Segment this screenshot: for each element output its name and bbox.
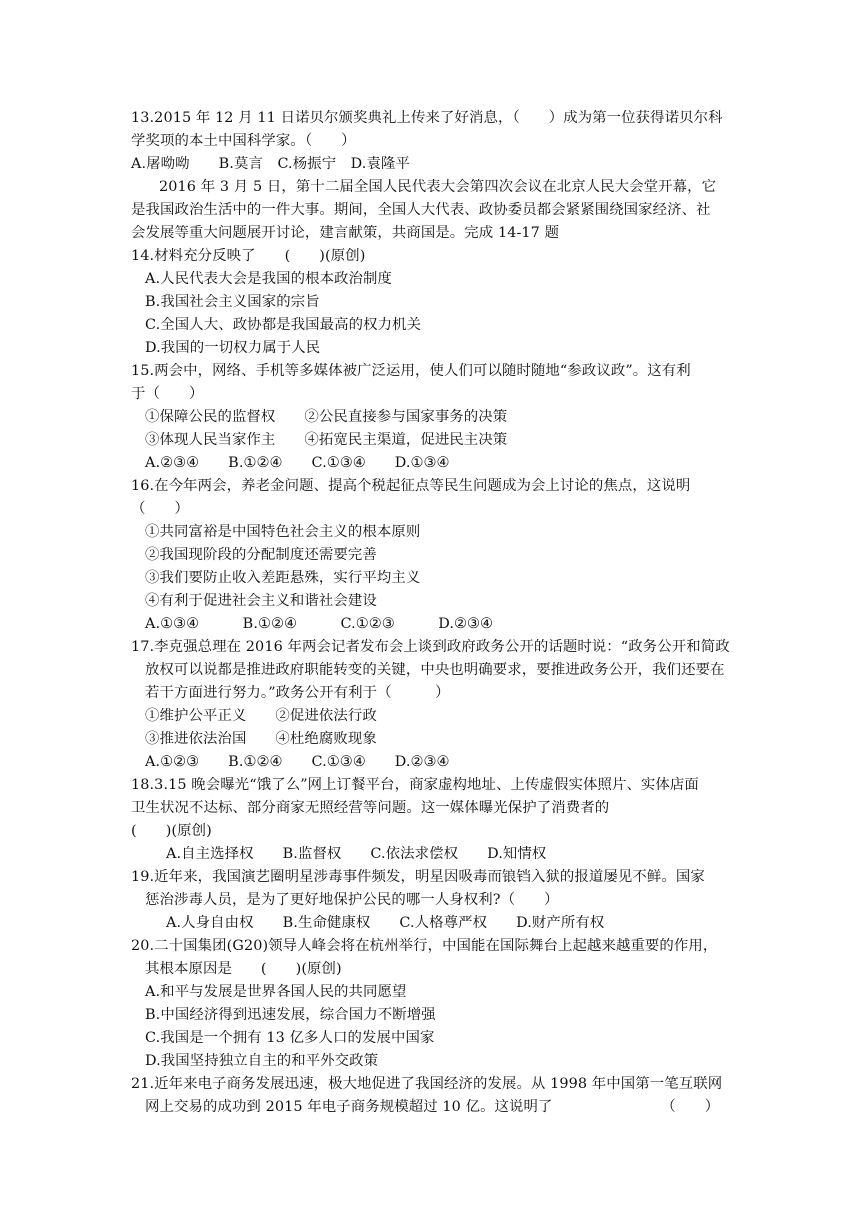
- q21-stem-2: 网上交易的成功到 2015 年电子商务规模超过 10 亿。这说明了 （ ）: [145, 1099, 720, 1115]
- q13-line-1: 13.2015 年 12 月 11 日诺贝尔颁奖典礼上传来了好消息，（ ）成为第一位获得诺贝尔科: [131, 110, 723, 126]
- q14-stem: 14.材料充分反映了 ( )(原创): [131, 248, 366, 264]
- q16-item-3: ③我们要防止收入差距悬殊，实行平均主义: [145, 570, 421, 586]
- q17-stem-3: 若干方面进行努力。”政务公开有利于（ ）: [145, 685, 450, 701]
- q20-stem-1: 20.二十国集团(G20)领导人峰会将在杭州举行，中国能在国际舞台上起越来越重要的作用，: [131, 938, 718, 954]
- q21-stem-1: 21.近年来电子商务发展迅速，极大地促进了我国经济的发展。从 1998 年中国第一笔互联网: [131, 1076, 723, 1092]
- q19-options: A.人身自由权 B.生命健康权 C.人格尊严权 D.财产所有权: [166, 915, 605, 931]
- q16-stem-1: 16.在今年两会，养老金问题、提高个税起征点等民生问题成为会上讨论的焦点，这说明: [131, 478, 691, 494]
- material-line-1: 2016 年 3 月 5 日，第十二届全国人民代表大会第四次会议在北京人民大会堂开幕，它: [159, 179, 717, 195]
- q16-item-4: ④有利于促进社会主义和谐社会建设: [145, 593, 377, 609]
- q20-option-a: A.和平与发展是世界各国人民的共同愿望: [145, 984, 407, 1000]
- q15-items-2: ③体现人民当家作主 ④拓宽民主渠道，促进民主决策: [145, 432, 508, 448]
- q14-option-d: D.我国的一切权力属于人民: [145, 340, 321, 356]
- q20-option-c: C.我国是一个拥有 13 亿多人口的发展中国家: [145, 1030, 435, 1046]
- q19-stem-1: 19.近年来，我国演艺圈明星涉毒事件频发，明星因吸毒而锒铛入狱的报道屡见不鲜。国家: [131, 869, 705, 885]
- q17-stem-1: 17.李克强总理在 2016 年两会记者发布会上谈到政府政务公开的话题时说：“政务公开和简政: [131, 639, 730, 655]
- material-line-3: 会发展等重大问题展开讨论，建言献策，共商国是。完成 14-17 题: [131, 225, 560, 241]
- q18-stem-1: 18.3.15 晚会曝光“饿了么”网上订餐平台，商家虚构地址、上传虚假实体照片、实体店面: [131, 777, 699, 793]
- q15-stem-2: 于（ ）: [131, 386, 204, 402]
- q18-options: A.自主选择权 B.监督权 C.依法求偿权 D.知情权: [166, 846, 547, 862]
- q14-option-c: C.全国人大、政协都是我国最高的权力机关: [145, 317, 422, 333]
- material-line-2: 是我国政治生活中的一件大事。期间，全国人大代表、政协委员都会紧紧围绕国家经济、社: [131, 202, 711, 218]
- q16-item-2: ②我国现阶段的分配制度还需要完善: [145, 547, 377, 563]
- q16-options: A.①③④ B.①②④ C.①②③ D.②③④: [145, 616, 494, 632]
- q17-options: A.①②③ B.①②④ C.①③④ D.②③④: [145, 754, 450, 770]
- q15-options: A.②③④ B.①②④ C.①③④ D.①③④: [145, 455, 450, 471]
- q14-option-b: B.我国社会主义国家的宗旨: [145, 294, 320, 310]
- q14-option-a: A.人民代表大会是我国的根本政治制度: [145, 271, 393, 287]
- q13-options: A.屠呦呦 B.莫言 C.杨振宁 D.袁隆平: [131, 156, 410, 172]
- q15-items-1: ①保障公民的监督权 ②公民直接参与国家事务的决策: [145, 409, 508, 425]
- q18-stem-2: 卫生状况不达标、部分商家无照经营等问题。这一媒体曝光保护了消费者的: [131, 800, 610, 816]
- q17-stem-2: 放权可以说都是推进政府职能转变的关键，中央也明确要求，要推进政务公开，我们还要在: [145, 662, 725, 678]
- q16-item-1: ①共同富裕是中国特色社会主义的根本原则: [145, 524, 421, 540]
- q17-items-2: ③推进依法治国 ④杜绝腐败现象: [145, 731, 377, 747]
- q20-option-d: D.我国坚持独立自主的和平外交政策: [145, 1053, 379, 1069]
- q15-stem-1: 15.两会中，网络、手机等多媒体被广泛运用，使人们可以随时随地“参政议政”。这有利: [131, 363, 691, 379]
- q20-stem-2: 其根本原因是 ( )(原创): [145, 961, 342, 977]
- q17-items-1: ①维护公平正义 ②促进依法行政: [145, 708, 377, 724]
- q16-stem-2: （ ）: [131, 501, 189, 517]
- q20-option-b: B.中国经济得到迅速发展，综合国力不断增强: [145, 1007, 436, 1023]
- q18-stem-3: ( )(原创): [131, 823, 212, 839]
- q19-stem-2: 惩治涉毒人员，是为了更好地保护公民的哪一人身权利?（ ）: [145, 892, 559, 908]
- q13-line-2: 学奖项的本土中国科学家。（ ）: [131, 133, 356, 149]
